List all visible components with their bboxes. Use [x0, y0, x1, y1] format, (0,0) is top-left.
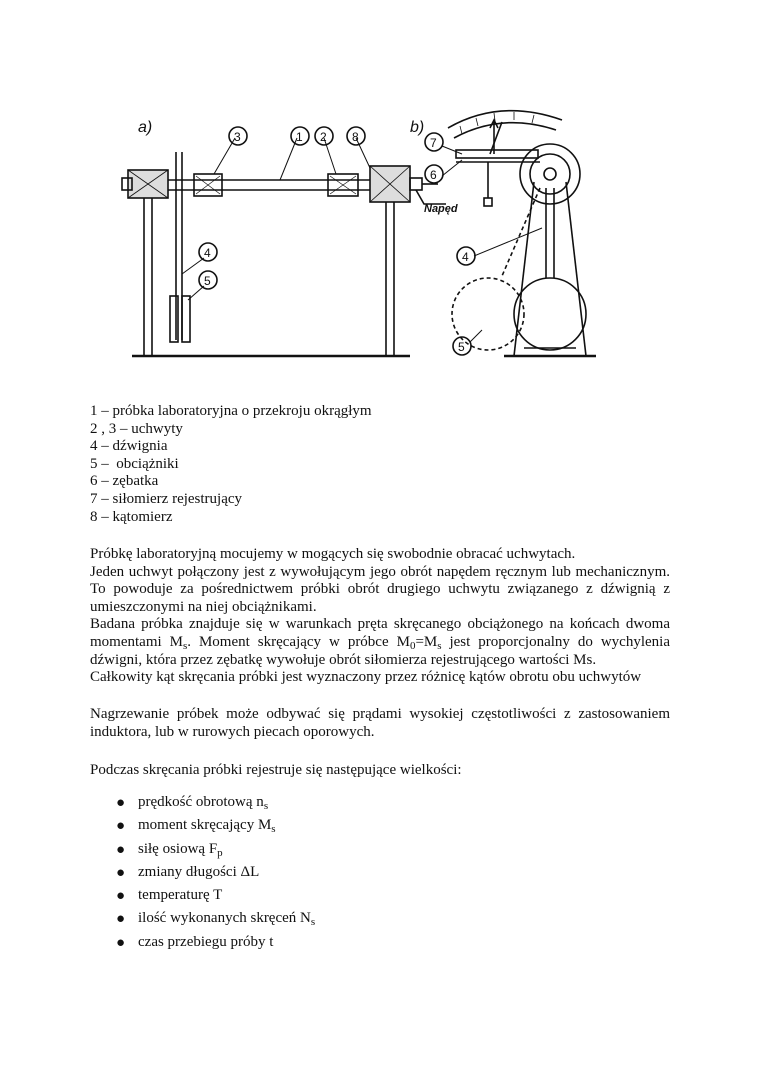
drive-label: Napęd	[424, 203, 458, 215]
recorded-values-list	[90, 794, 670, 957]
description-paragraph	[90, 546, 670, 687]
legend-item: 2 , 3 – uchwyty	[90, 420, 183, 437]
list-item: ● czas przebiegu próby t	[116, 933, 274, 951]
bullet-icon: ●	[116, 818, 126, 835]
heating-paragraph: Nagrzewanie próbek może odbywać się prądami wysokiej częstotliwości z zastosowaniem induktora, lub w rurowych piecach oporowych.	[90, 706, 670, 740]
callout-5a: 5	[204, 274, 211, 288]
list-item: ● prędkość obrotową $n_s$	[116, 794, 269, 812]
bullet-icon: ●	[116, 795, 126, 811]
list-item: ● siłę osiową $F_p$	[116, 840, 223, 859]
list-item: ● ilość wykonanych skręceń $N_s$	[116, 910, 316, 929]
figure-label-a: a)	[138, 119, 153, 136]
list-item: ● temperaturę T	[116, 887, 223, 905]
list-item: ● moment skręcający $M_s$	[116, 817, 276, 836]
bullet-icon: ●	[116, 934, 126, 951]
paragraph-line: Całkowity kąt skręcania próbki jest wyznaczony przez różnicę kątów obrotu obu uchwytów	[90, 669, 642, 686]
torsion-machine-figure	[110, 78, 670, 388]
list-item: ● zmiany długości ΔL	[116, 863, 260, 881]
figure-label-b: b)	[410, 119, 425, 136]
callout-4b: 4	[462, 250, 469, 264]
figure-drawing	[110, 78, 670, 388]
callout-7: 7	[430, 136, 437, 150]
callout-6: 6	[430, 168, 437, 182]
bullet-icon: ●	[116, 864, 126, 881]
figure-legend	[90, 403, 372, 526]
paragraph-line: Próbkę laboratoryjną mocujemy w mogących się swobodnie obracać uchwytach.	[90, 546, 576, 562]
legend-item: 8 – kątomierz	[90, 508, 173, 525]
callout-8: 8	[352, 130, 359, 144]
bullet-icon: ●	[116, 911, 126, 928]
paragraph-line: Badana próbka znajduje się w warunkach pręta skręcanego obciążonego na końcach dwoma momentami $M_s$. Moment skręcający w próbce $M_0=M_s$ jest proporcjonalny do wychylenia dźwigni, która przez zębatkę wywołuje obrót siłomierza rejestrującego wartości Ms.	[90, 616, 670, 668]
bullet-icon: ●	[116, 841, 126, 858]
legend-item: 4 – dźwignia	[90, 438, 168, 455]
legend-item: 6 – zębatka	[90, 473, 159, 490]
callout-5b: 5	[458, 340, 465, 354]
callout-3: 3	[234, 130, 241, 144]
legend-item: 1 – próbka laboratoryjna o przekroju okrągłym	[90, 403, 372, 419]
paragraph-line: Jeden uchwyt połączony jest z wywołującym jego obrót napędem ręcznym lub mechanicznym. To powoduje za pośrednictwem próbki obrót drugiego uchwytu związanego z dźwignią z umieszczonymi na niej obciążnikami.	[90, 563, 670, 615]
callout-2: 2	[320, 130, 327, 144]
recorded-values-intro: Podczas skręcania próbki rejestruje się następujące wielkości:	[90, 762, 462, 778]
legend-item: 5 – obciążniki	[90, 455, 179, 472]
bullet-icon: ●	[116, 888, 126, 905]
callout-1: 1	[296, 130, 303, 144]
callout-4a: 4	[204, 246, 211, 260]
legend-item: 7 – siłomierz rejestrujący	[90, 490, 243, 507]
